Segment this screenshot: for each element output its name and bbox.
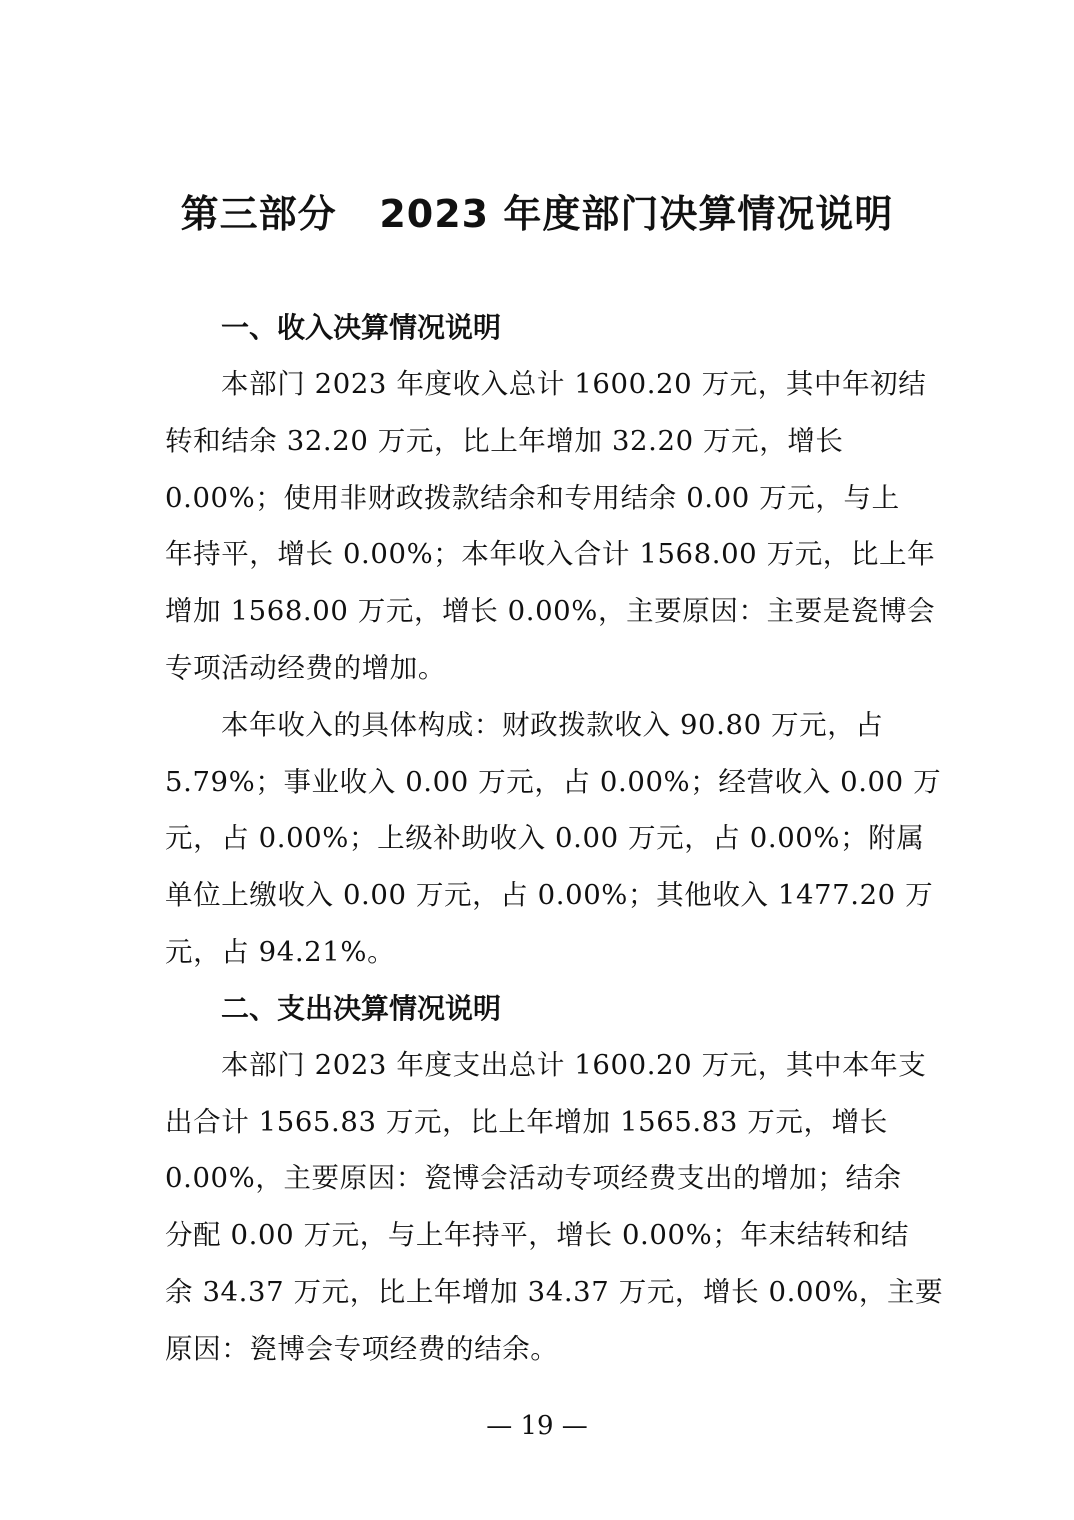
paragraph-expenditure-total	[165, 1037, 944, 1378]
text-line: 5.79%；事业收入 0.00 万元，占 0.00%；经营收入 0.00 万	[165, 765, 942, 798]
text-line: 出合计 1565.83 万元，比上年增加 1565.83 万元，增长	[165, 1105, 888, 1138]
text-line: 分配 0.00 万元，与上年持平，增长 0.00%；年末结转和结	[165, 1219, 910, 1252]
text-line: 本部门 2023 年度支出总计 1600.20 万元，其中本年支	[221, 1048, 927, 1081]
text-line: 本部门 2023 年度收入总计 1600.20 万元，其中年初结	[221, 368, 927, 400]
text-line: 专项活动经费的增加。	[165, 651, 446, 684]
paragraph-income-composition	[165, 697, 942, 981]
text-line: 本年收入的具体构成：财政拨款收入 90.80 万元，占	[221, 708, 884, 741]
text-line: 0.00%；使用非财政拨款结余和专用结余 0.00 万元，与上	[165, 481, 900, 514]
text-line: 增加 1568.00 万元，增长 0.00%，主要原因：主要是瓷博会	[165, 595, 936, 628]
document-body	[165, 300, 944, 1378]
text-line: 原因：瓷博会专项经费的结余。	[165, 1332, 559, 1365]
text-line: 余 34.37 万元，比上年增加 34.37 万元，增长 0.00%，主要	[165, 1275, 944, 1308]
section-heading-expenditure: 二、支出决算情况说明	[221, 991, 502, 1025]
text-line: 单位上缴收入 0.00 万元，占 0.00%；其他收入 1477.20 万	[165, 879, 934, 912]
section-heading-income: 一、收入决算情况说明	[221, 311, 502, 344]
text-line: 元，占 94.21%。	[165, 935, 396, 968]
page-title: 第三部分 2023 年度部门决算情况说明	[180, 192, 894, 236]
paragraph-income-total	[165, 356, 936, 697]
text-line: 元，占 0.00%；上级补助收入 0.00 万元，占 0.00%；附属	[165, 822, 925, 855]
page-number: — 19 —	[486, 1411, 588, 1441]
text-line: 转和结余 32.20 万元，比上年增加 32.20 万元，增长	[165, 424, 844, 457]
text-line: 0.00%，主要原因：瓷博会活动专项经费支出的增加；结余	[165, 1162, 902, 1195]
text-line: 年持平，增长 0.00%；本年收入合计 1568.00 万元，比上年	[165, 538, 936, 571]
